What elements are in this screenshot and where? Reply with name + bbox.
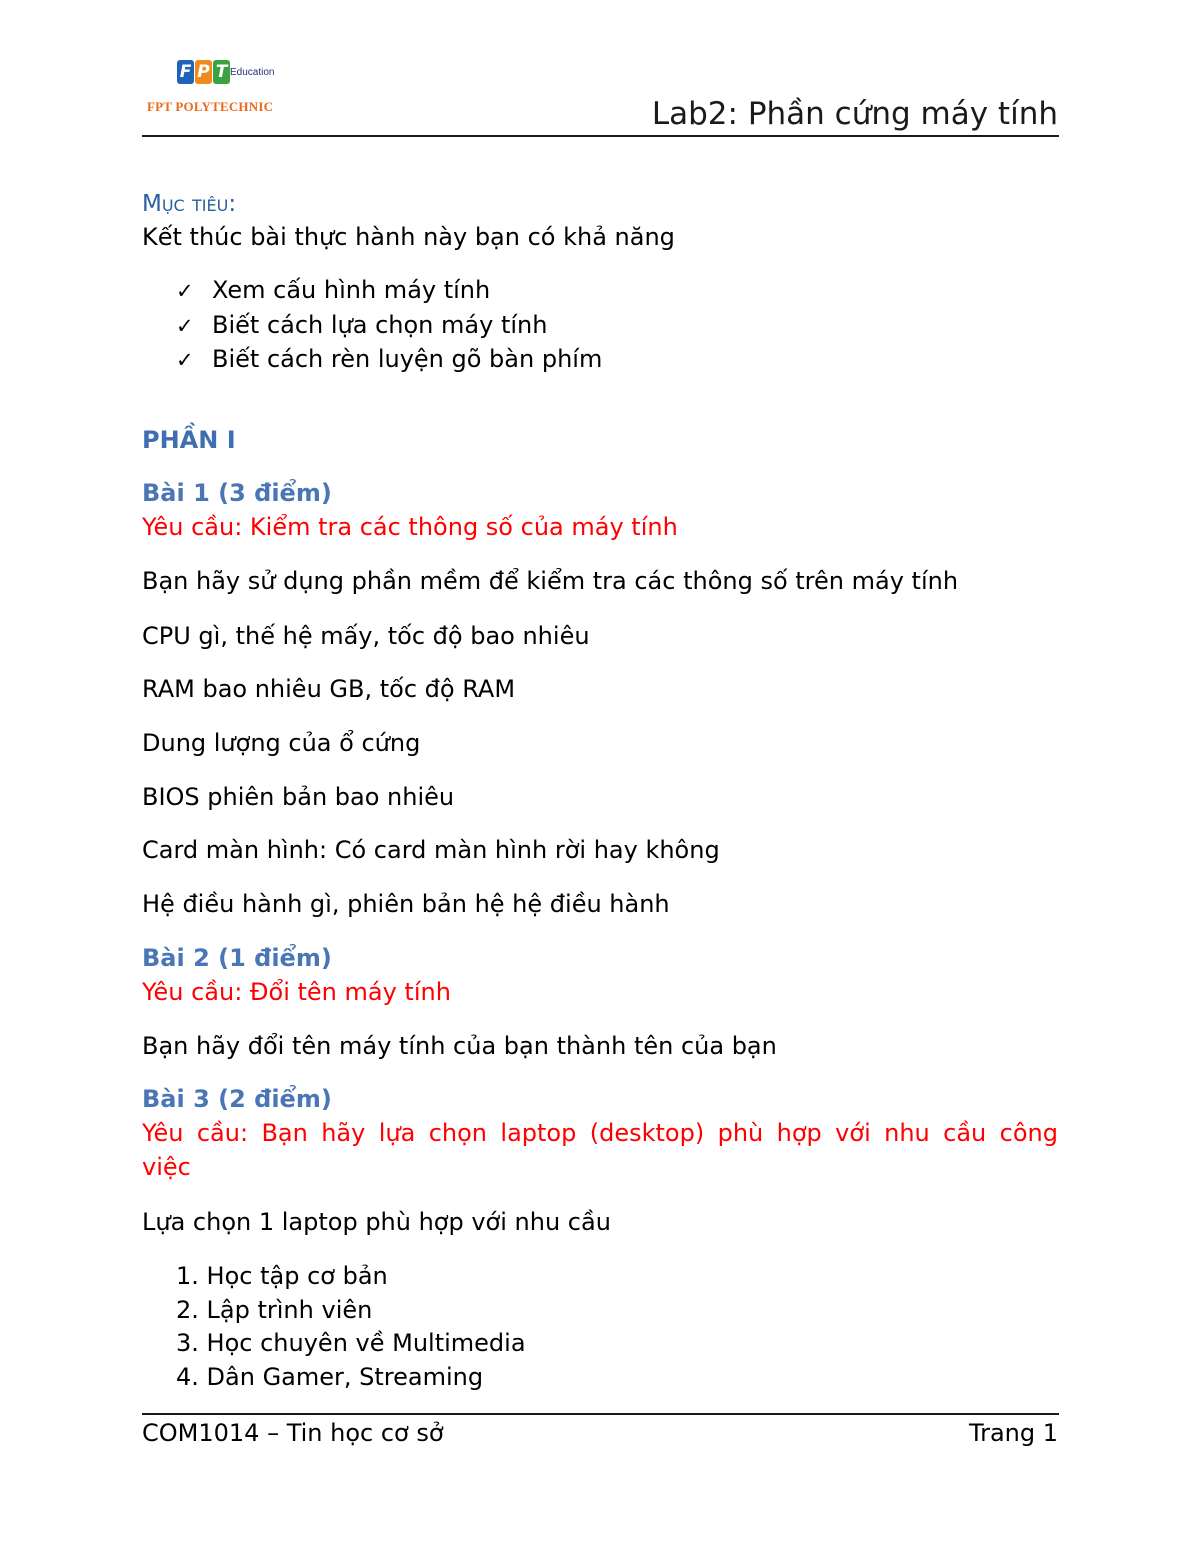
objective-label: Mục tiêu: [142,191,237,217]
logo-tagline: Education [230,67,275,78]
fpt-logo [147,60,317,122]
check-icon: ✓ [176,314,194,338]
logo-letter-p: P [195,60,212,84]
footer-course: COM1014 – Tin học cơ sở [142,1419,444,1447]
exercise1-line: Hệ điều hành gì, phiên bản hệ hệ điều hành [142,890,670,918]
logo-name: FPT POLYTECHNIC [147,99,274,114]
check-icon: ✓ [176,348,194,372]
exercise1-title: Bài 1 (3 điểm) [142,479,332,507]
exercise1-line: Bạn hãy sử dụng phần mềm để kiểm tra các thông số trên máy tính [142,567,959,595]
footer-rule [142,1413,1059,1415]
exercise2-line: Bạn hãy đổi tên máy tính của bạn thành tên của bạn [142,1032,777,1060]
exercise1-requirement: Yêu cầu: Kiểm tra các thông số của máy tính [142,513,678,541]
exercise3-requirement: Yêu cầu: Bạn hãy lựa chọn laptop (desktop) phù hợp với nhu cầu công [142,1119,1058,1147]
exercise2-title: Bài 2 (1 điểm) [142,944,332,972]
exercise1-line: BIOS phiên bản bao nhiêu [142,783,455,811]
exercise1-line: Card màn hình: Có card màn hình rời hay không [142,836,720,864]
logo-letter-t: T [213,60,230,84]
exercise3-intro: Lựa chọn 1 laptop phù hợp với nhu cầu [142,1208,611,1236]
exercise3-requirement-cont: việc [142,1153,191,1181]
list-item: 4. Dân Gamer, Streaming [176,1363,484,1391]
exercise1-line: CPU gì, thế hệ mấy, tốc độ bao nhiêu [142,622,590,650]
list-item: 3. Học chuyên về Multimedia [176,1329,526,1357]
list-item: 2. Lập trình viên [176,1296,373,1324]
check-icon: ✓ [176,279,194,303]
objective-item: ✓ Biết cách rèn luyện gõ bàn phím [176,342,602,377]
footer-page-number: Trang 1 [968,1419,1058,1447]
header-rule [142,135,1059,137]
list-item: 1. Học tập cơ bản [176,1262,388,1290]
document-title: Lab2: Phần cứng máy tính [651,96,1058,132]
objective-intro: Kết thúc bài thực hành này bạn có khả năng [142,223,675,251]
objective-item: ✓ Xem cấu hình máy tính [176,273,490,308]
exercise2-requirement: Yêu cầu: Đổi tên máy tính [142,978,451,1006]
exercise1-line: Dung lượng của ổ cứng [142,729,421,757]
exercise3-title: Bài 3 (2 điểm) [142,1085,332,1113]
exercise1-line: RAM bao nhiêu GB, tốc độ RAM [142,675,516,703]
logo-letter-f: F [177,60,194,84]
objective-item: ✓ Biết cách lựa chọn máy tính [176,308,547,343]
part-heading: PHẦN I [142,426,236,454]
